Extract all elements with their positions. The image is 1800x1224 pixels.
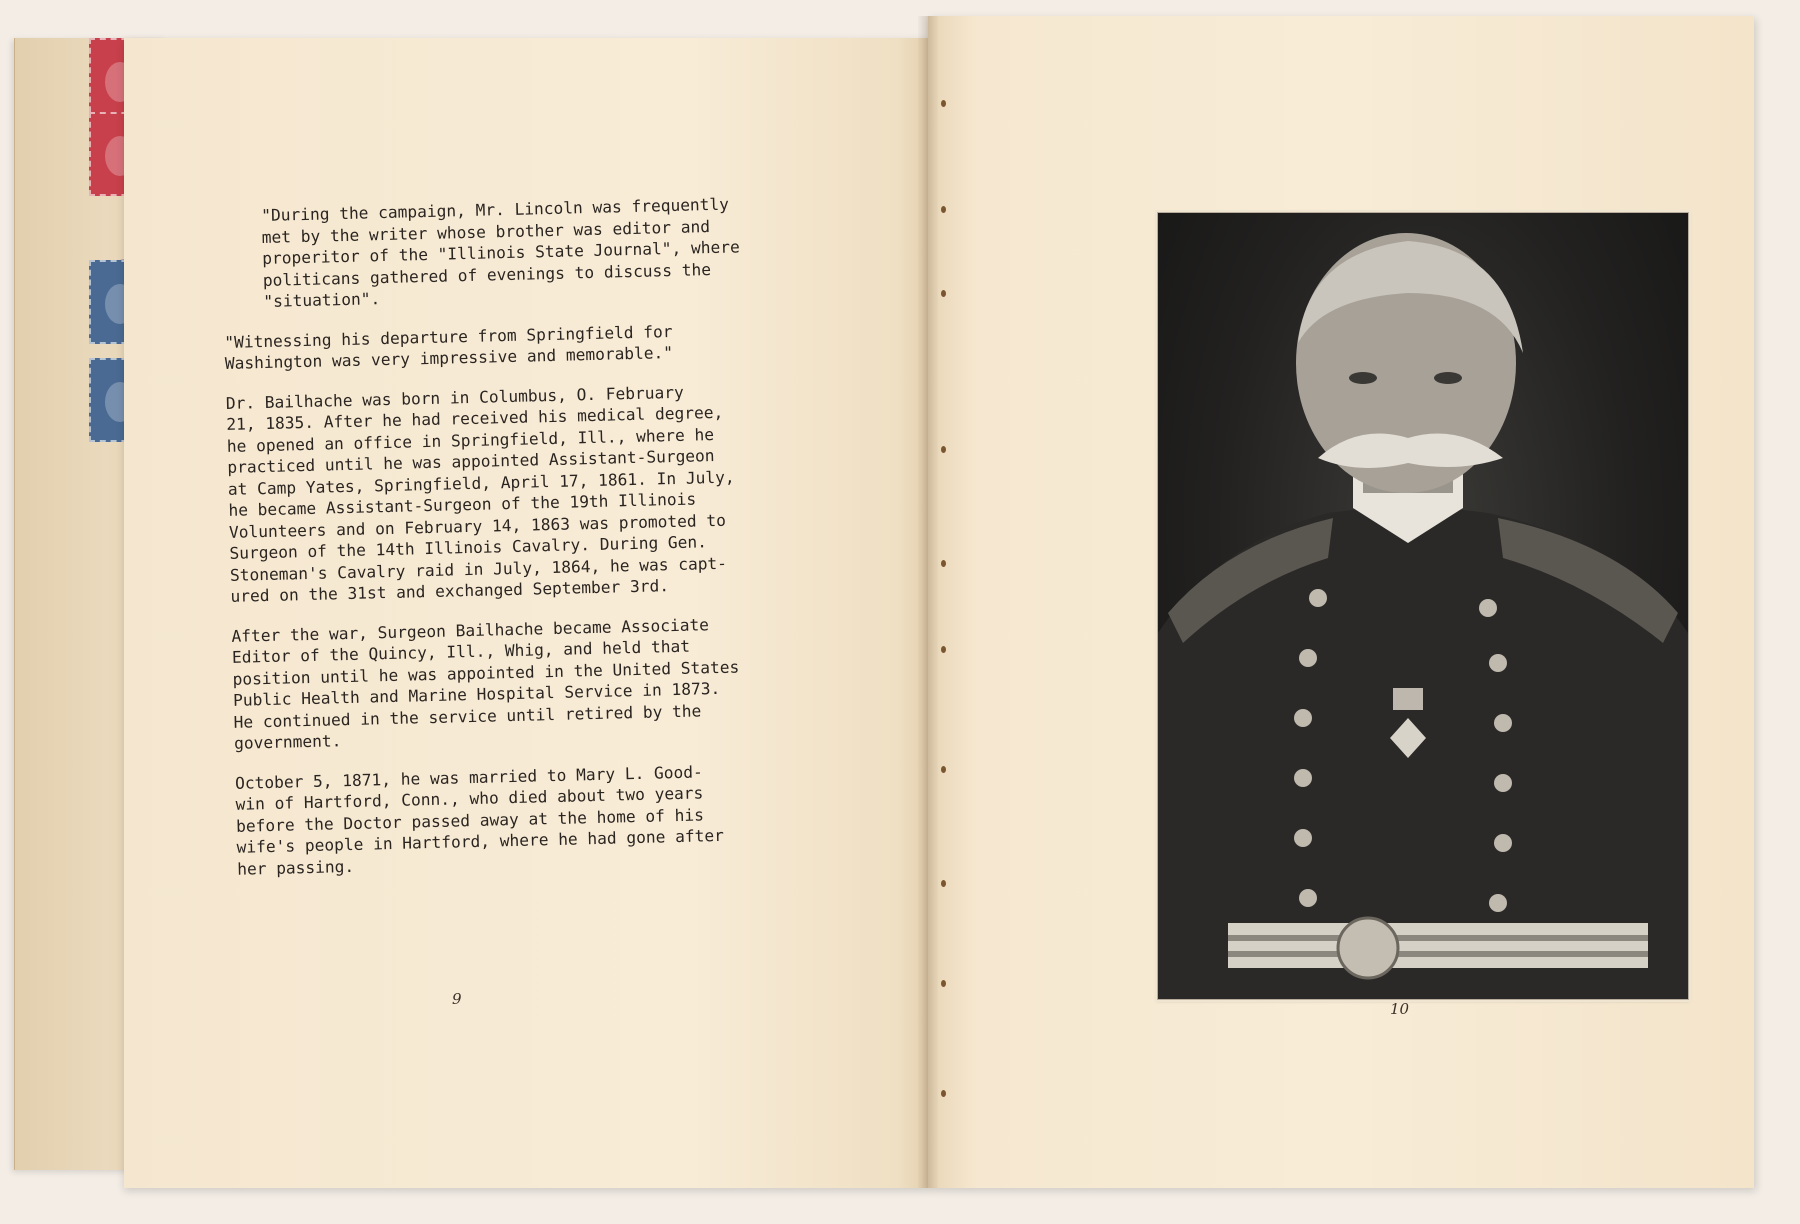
sewing-hole bbox=[941, 1090, 946, 1097]
typed-text-block bbox=[221, 192, 798, 897]
page-number-right: 10 bbox=[1390, 1000, 1410, 1018]
paragraph: "During the campaign, Mr. Lincoln was frequently met by the writer whose brother was editor and properitor of the "Illinois State Journal", where politicans gathered of evenings to discuss the "situation". bbox=[261, 194, 740, 311]
paragraph: "Witnessing his departure from Springfield for Washington was very impressive and memorable." bbox=[224, 321, 674, 373]
sewing-hole bbox=[941, 446, 946, 453]
sewing-hole bbox=[941, 560, 946, 567]
paragraph: October 5, 1871, he was married to Mary L. Good- win of Hartford, Conn., who died about two years before the Doctor passed away at the home of his wife's people in Hartford, where he had gone after her passing. bbox=[234, 761, 725, 879]
sewing-hole bbox=[941, 206, 946, 213]
officer-portrait-image bbox=[1158, 213, 1688, 999]
paragraph: Dr. Bailhache was born in Columbus, O. February 21, 1835. After he had received his medical degree, he opened an office in Springfield, Ill., where he practiced until he was appointed Assistant-Surgeon at Camp Yates, Springfield, April 17, 1861. In July, he became Assistant-Surgeon of the 19th Illinois Volunteers and on February 14, 1863 was promoted to Surgeon of the 14th Illinois Cavalry. During Gen. Stoneman's Cavalry raid in July, 1864, he was capt- ured on the 31st and exchanged September 3rd. bbox=[225, 382, 735, 606]
sewing-hole bbox=[941, 100, 946, 107]
page-number-left: 9 bbox=[452, 990, 462, 1008]
sewing-hole bbox=[941, 980, 946, 987]
portrait-photograph bbox=[1157, 212, 1689, 1000]
paragraph: After the war, Surgeon Bailhache became Associate Editor of the Quincy, Ill., Whig, and held that position until he was appointed in the United States Public Health and Marine Hospital Service in 1873. He continued in the service until retired by the government. bbox=[231, 614, 740, 753]
sewing-hole bbox=[941, 646, 946, 653]
binding-gutter bbox=[918, 16, 938, 1188]
sewing-hole bbox=[941, 290, 946, 297]
sewing-hole bbox=[941, 880, 946, 887]
sewing-hole bbox=[941, 766, 946, 773]
